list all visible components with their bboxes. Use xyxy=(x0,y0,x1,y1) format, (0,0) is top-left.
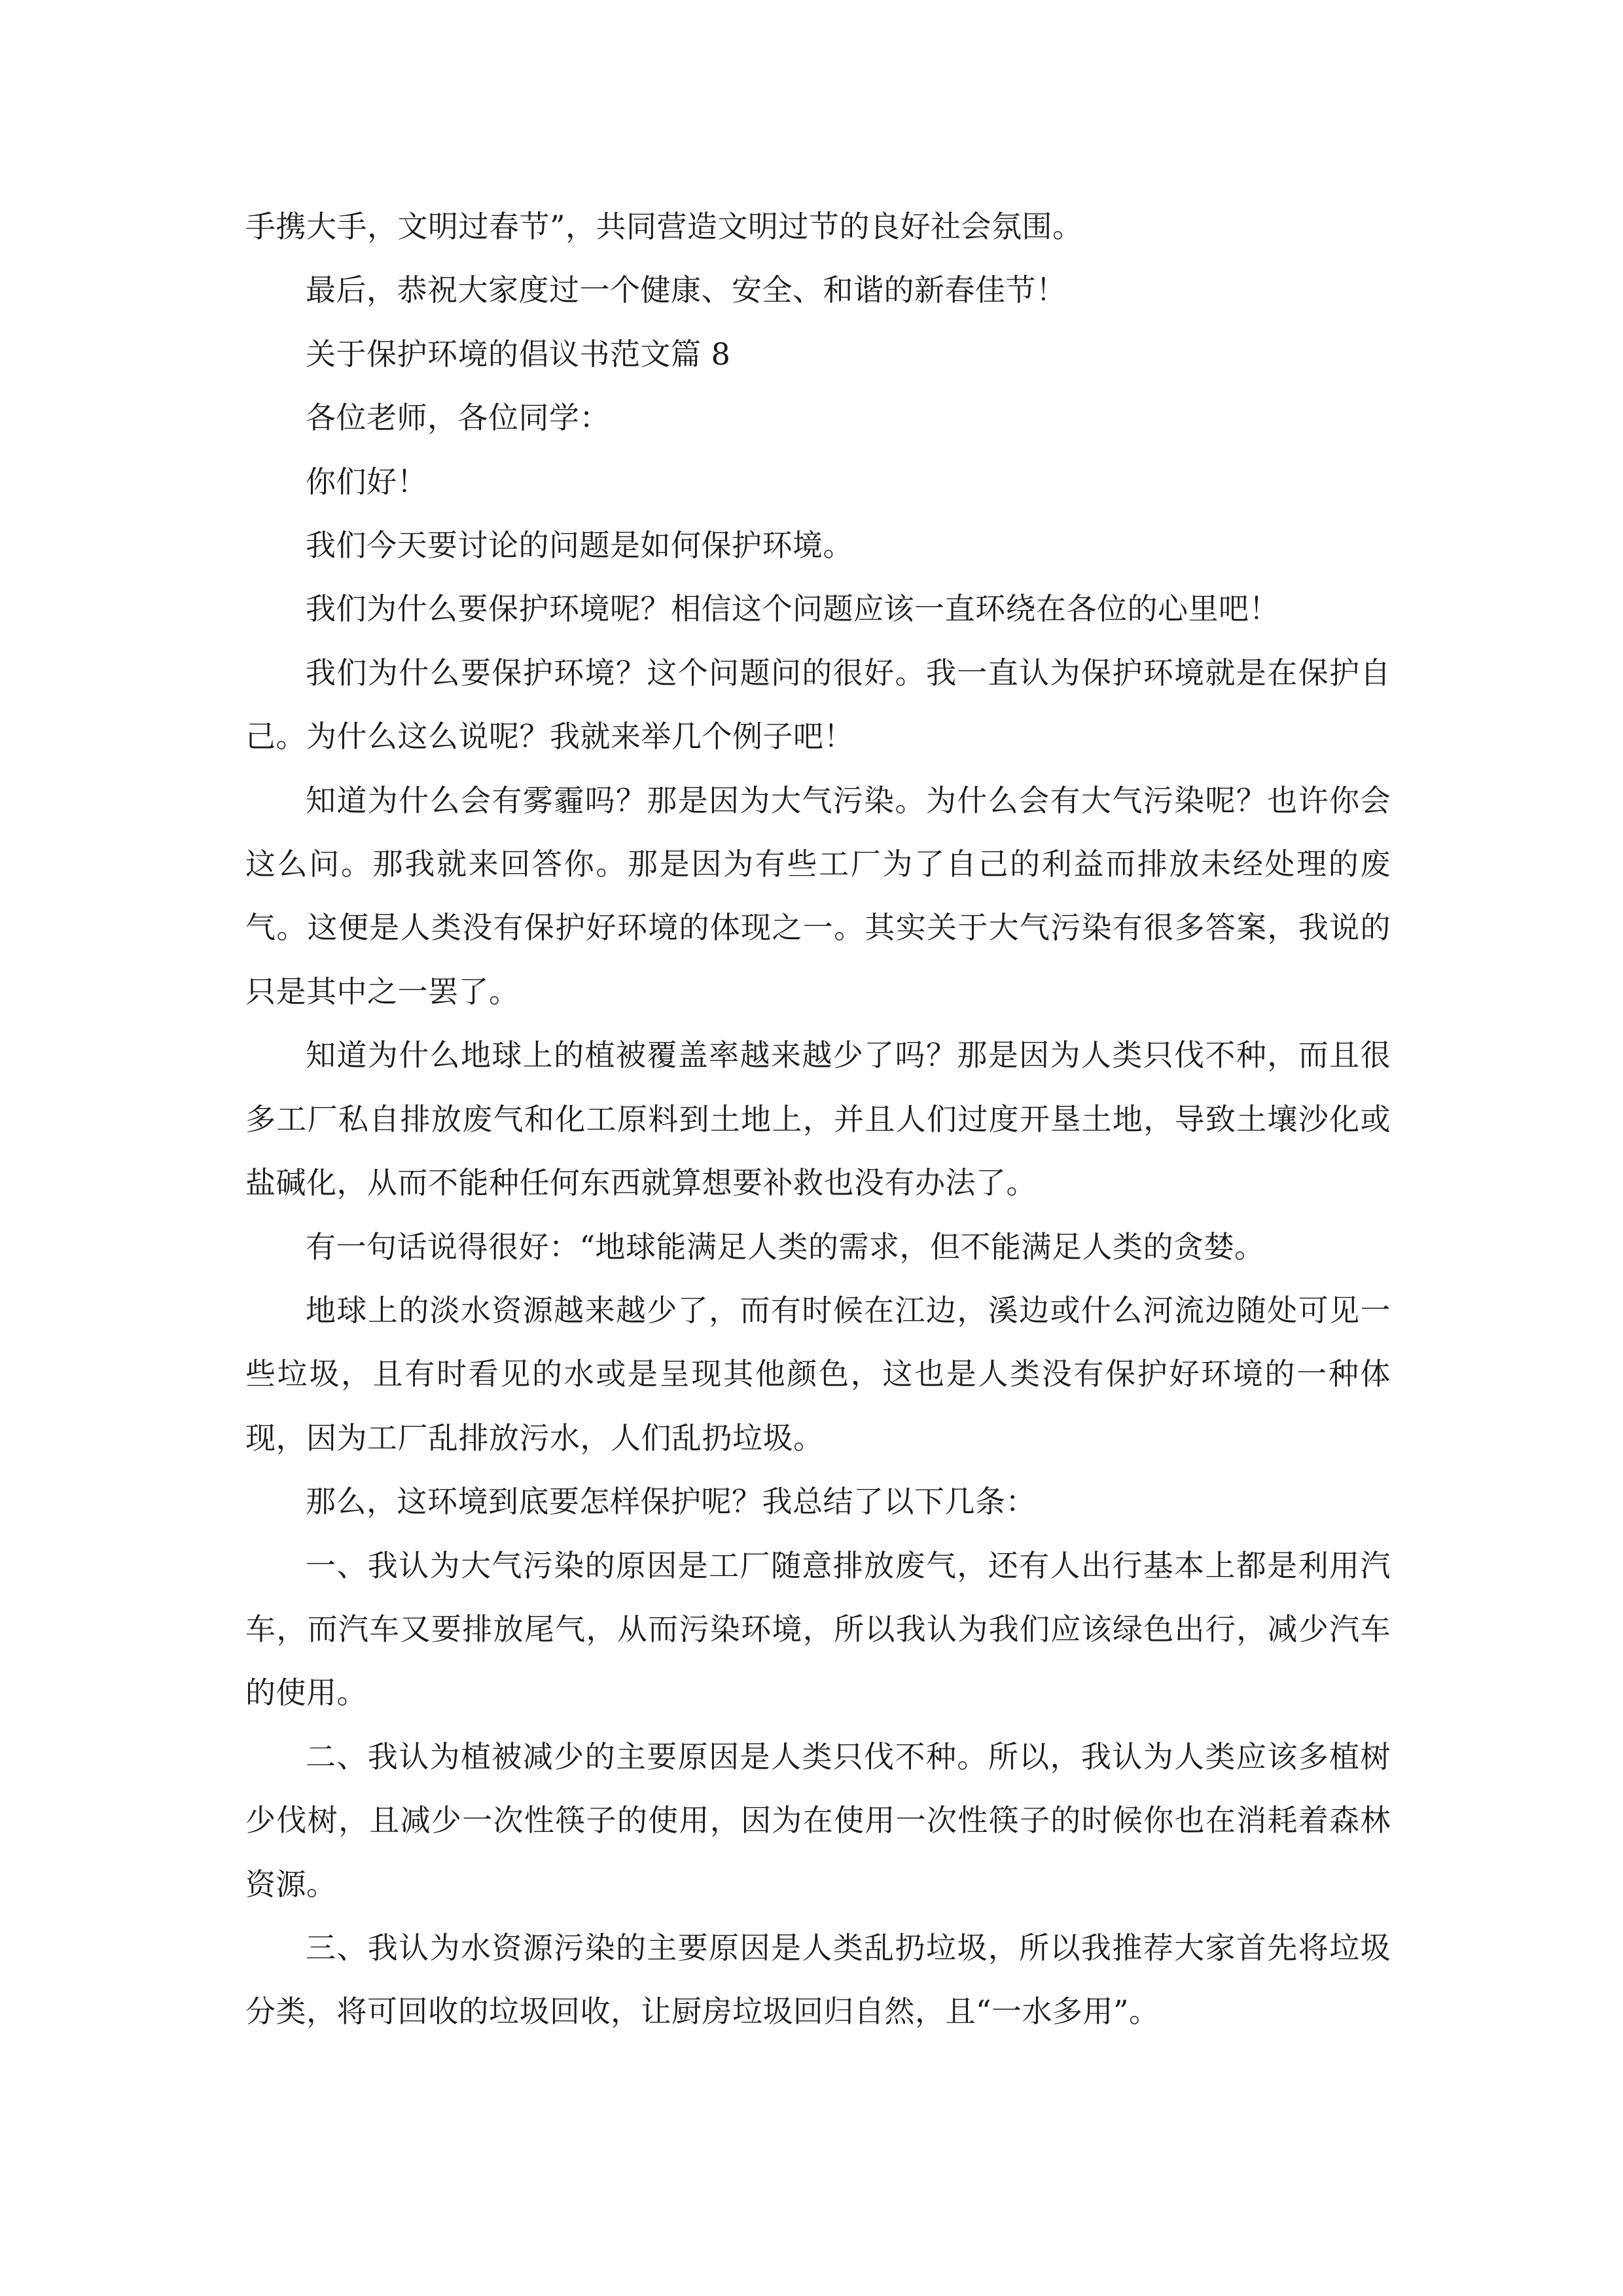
paragraph-reason: 我们为什么要保护环境？这个问题问的很好。我一直认为保护环境就是在保护自己。为什么这么说呢？我就来举几个例子吧！ xyxy=(245,655,1391,755)
paragraph-continuation: 手携大手，文明过春节”，共同营造文明过节的良好社会氛围。 xyxy=(245,209,1083,244)
greeting: 你们好！ xyxy=(306,463,427,499)
paragraph-topic: 我们今天要讨论的问题是如何保护环境。 xyxy=(306,528,853,564)
paragraph-quote: 有一句话说得很好：“地球能满足人类的需求，但不能满足人类的贪婪。 xyxy=(306,1229,1265,1265)
paragraph-closing-wish: 最后，恭祝大家度过一个健康、安全、和谐的新春佳节！ xyxy=(306,272,1067,308)
paragraph-summary-intro: 那么，这环境到底要怎样保护呢？我总结了以下几条： xyxy=(306,1484,1036,1520)
document-body xyxy=(245,195,1391,2044)
paragraph-point-two: 二、我认为植被减少的主要原因是人类只伐不种。所以，我认为人类应该多植树少伐树，且减少一次性筷子的使用，因为在使用一次性筷子的时候你也在消耗着森林资源。 xyxy=(245,1738,1391,1902)
paragraph-smog: 知道为什么会有雾霾吗？那是因为大气污染。为什么会有大气污染呢？也许你会这么问。那我就来回答你。那是因为有些工厂为了自己的利益而排放未经处理的废气。这便是人类没有保护好环境的体现之一。其实关于大气污染有很多答案，我说的只是其中之一罢了。 xyxy=(245,782,1391,1009)
paragraph-question: 我们为什么要保护环境呢？相信这个问题应该一直环绕在各位的心里吧！ xyxy=(306,591,1279,627)
paragraph-point-three: 三、我认为水资源污染的主要原因是人类乱扔垃圾，所以我推荐大家首先将垃圾分类，将可回收的垃圾回收，让厨房垃圾回归自然，且“一水多用”。 xyxy=(245,1929,1391,2030)
salutation: 各位老师，各位同学： xyxy=(306,400,610,436)
paragraph-point-one: 一、我认为大气污染的原因是工厂随意排放废气，还有人出行基本上都是利用汽车，而汽车又要排放尾气，从而污染环境，所以我认为我们应该绿色出行，减少汽车的使用。 xyxy=(245,1547,1391,1711)
section-title: 关于保护环境的倡议书范文篇 8 xyxy=(306,336,731,372)
paragraph-vegetation: 知道为什么地球上的植被覆盖率越来越少了吗？那是因为人类只伐不种，而且很多工厂私自排放废气和化工原料到土地上，并且人们过度开垦土地，导致土壤沙化或盐碱化，从而不能种任何东西就算想要补救也没有办法了。 xyxy=(245,1037,1391,1201)
paragraph-water: 地球上的淡水资源越来越少了，而有时候在江边，溪边或什么河流边随处可见一些垃圾，且有时看见的水或是呈现其他颜色，这也是人类没有保护好环境的一种体现，因为工厂乱排放污水，人们乱扔垃圾。 xyxy=(245,1292,1391,1456)
